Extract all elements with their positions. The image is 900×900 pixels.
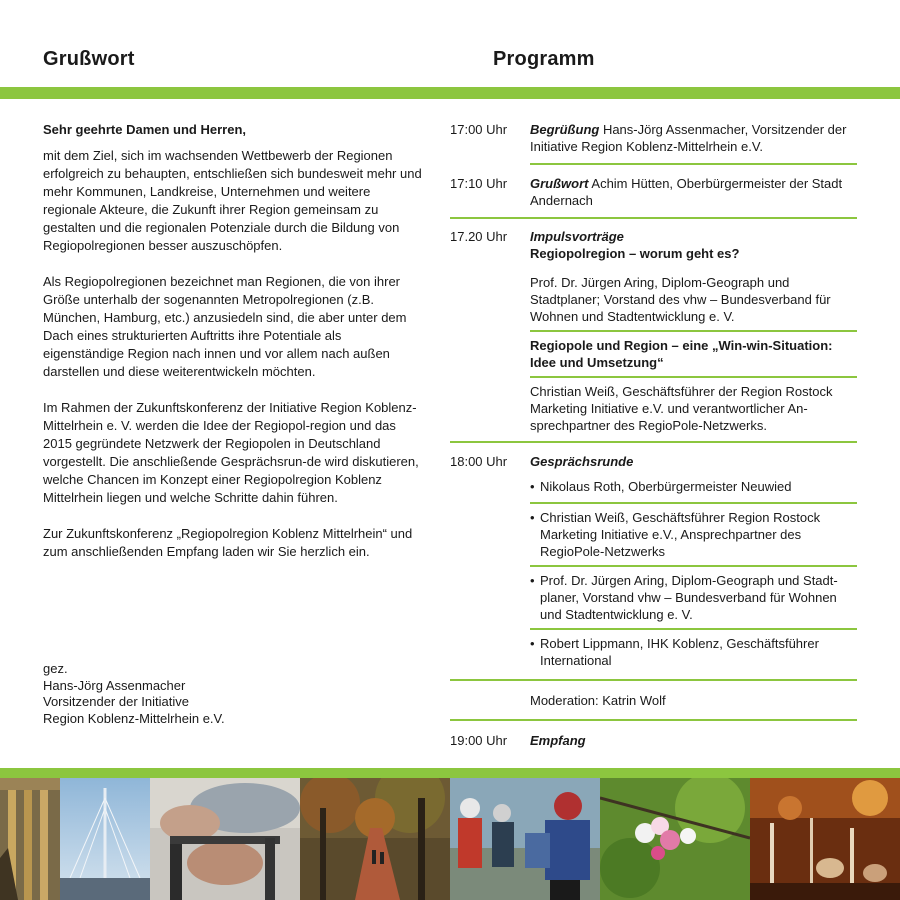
participant-text: Prof. Dr. Jürgen Aring, Diplom-Geograph und Stadt-planer, Vorstand vhw – Bundesverband für Wohnen und Stadtentwicklung e. V. [540, 573, 838, 622]
photo-autumn-forest-path [300, 778, 450, 900]
photo-inline-skaters [450, 778, 600, 900]
signature-line: Vorsitzender der Initiative [43, 694, 189, 709]
talk-title: Regiopole und Region – eine „Win-win-Situation: Idee und Umsetzung“ [530, 338, 833, 370]
talk-speaker: Prof. Dr. Jürgen Aring, Diplom-Geograph und Stadtplaner; Vorstand des vhw – Bundesverband für Wohnen und Stadtentwicklung e. V. [530, 275, 831, 324]
signature-line: Hans-Jörg Assenmacher [43, 677, 186, 693]
participant-item [530, 567, 857, 628]
program-time: 17:00 Uhr [450, 122, 508, 137]
program-item-impulsvortraege [450, 219, 857, 441]
program-text: Hans-Jörg Assenmacher, Vorsitzender der Initiative Region Koblenz-Mittelrhein e.V. [530, 122, 847, 154]
letter-paragraph-3: Im Rahmen der Zukunftskonferenz der Initiative Region Koblenz-Mittelrhein e. V. werden die Idee der Regiopol-region und das 2015 gegründete Netzwerk der Regiopolen in Deutschland vorgestellt. Die anschließende Gesprächsrun-de wird diskutieren, welche Chancen im Konzept einer Regiopolregion Koblenz Mittelrhein liegen und welche Schritte dahin führen. [43, 400, 419, 505]
top-accent-bar [0, 87, 900, 99]
signature-line: gez. [43, 661, 68, 676]
talk-speaker: Christian Weiß, Geschäftsführer der Region Rostock Marketing Initiative e.V. und verantwortlicher An-sprechpartner des RegioPole-Netzwerks. [530, 384, 833, 433]
program-title: Gesprächsrunde [530, 454, 634, 469]
letter-signature [43, 661, 423, 727]
program-time: 18:00 Uhr [450, 454, 508, 469]
bottom-accent-bar [0, 768, 900, 778]
program-title: Begrüßung [530, 122, 600, 137]
bullet: • [530, 510, 535, 525]
photo-apple-blossoms [600, 778, 750, 900]
bullet: • [530, 479, 535, 494]
participant-text: Christian Weiß, Geschäftsführer Region Rostock Marketing Initiative e.V., Ansprechpartner des RegioPole-Netzwerks [540, 510, 821, 559]
program-item-begruessung [450, 120, 857, 163]
heading-grusswort: Grußwort [43, 48, 135, 70]
letter-paragraph-4: Zur Zukunftskonferenz „Regiopolregion Koblenz Mittelrhein“ und zum anschließenden Empfang laden wir Sie herzlich ein. [43, 526, 413, 559]
bullet: • [530, 636, 535, 651]
participant-text: Robert Lippmann, IHK Koblenz, Geschäftsführer International [540, 636, 819, 668]
signature-line: Region Koblenz-Mittelrhein e.V. [43, 710, 225, 726]
bullet: • [530, 573, 535, 588]
heading-programm: Programm [493, 48, 595, 70]
photo-bridge-and-statue [0, 778, 150, 900]
program-title: Impulsvorträge [530, 229, 624, 244]
letter-paragraph-1: mit dem Ziel, sich im wachsenden Wettbewerb der Regionen erfolgreich zu behaupten, entschließen sich bundesweit mehr und mehr Kommunen, Landkreise, Unternehmen und weitere regionale Akteure, die Zukunft ihrer Region gemeinsam zu gestalten und die regionalen Potenziale durch die Bildung von Regiopolregionen besser auszuschöpfen. [43, 148, 422, 253]
program-title: Empfang [530, 733, 586, 748]
program-item-empfang [450, 721, 857, 749]
photo-strip [0, 778, 900, 900]
letter-paragraph-2: Als Regiopolregionen bezeichnet man Regionen, die von ihrer Größe unterhalb der sogenannten Metropolregionen (z.B. München, Hamburg, etc.) anzusiedeln sind, die aber unter dem Dach eines strukturierten Auftritts ihre Potentiale als eigenständige Region nach innen und vor allem nach außen darstellen und diese weiterentwickeln möchten. [43, 274, 407, 379]
photo-laboratory [750, 778, 900, 900]
talk-title: Regiopolregion – worum geht es? [530, 246, 740, 261]
program-list [450, 120, 857, 749]
program-item-grusswort [450, 165, 857, 217]
program-time: 17.20 Uhr [450, 229, 508, 244]
letter-greeting: Sehr geehrte Damen und Herren, [43, 122, 246, 137]
program-text: Achim Hütten, Oberbürgermeister der Stadt Andernach [530, 176, 843, 208]
moderation-text: Moderation: Katrin Wolf [530, 693, 666, 708]
participant-item [530, 504, 857, 565]
photo-hands-on-walker [150, 778, 300, 900]
program-item-gespraechsrunde [450, 443, 857, 679]
program-time: 19:00 Uhr [450, 733, 508, 748]
program-time: 17:10 Uhr [450, 176, 508, 191]
program-title: Grußwort [530, 176, 589, 191]
participant-text: Nikolaus Roth, Oberbürgermeister Neuwied [540, 479, 792, 494]
participant-item [530, 476, 857, 502]
program-item-moderation [450, 681, 857, 719]
letter-text [43, 121, 423, 579]
participant-item [530, 630, 857, 679]
